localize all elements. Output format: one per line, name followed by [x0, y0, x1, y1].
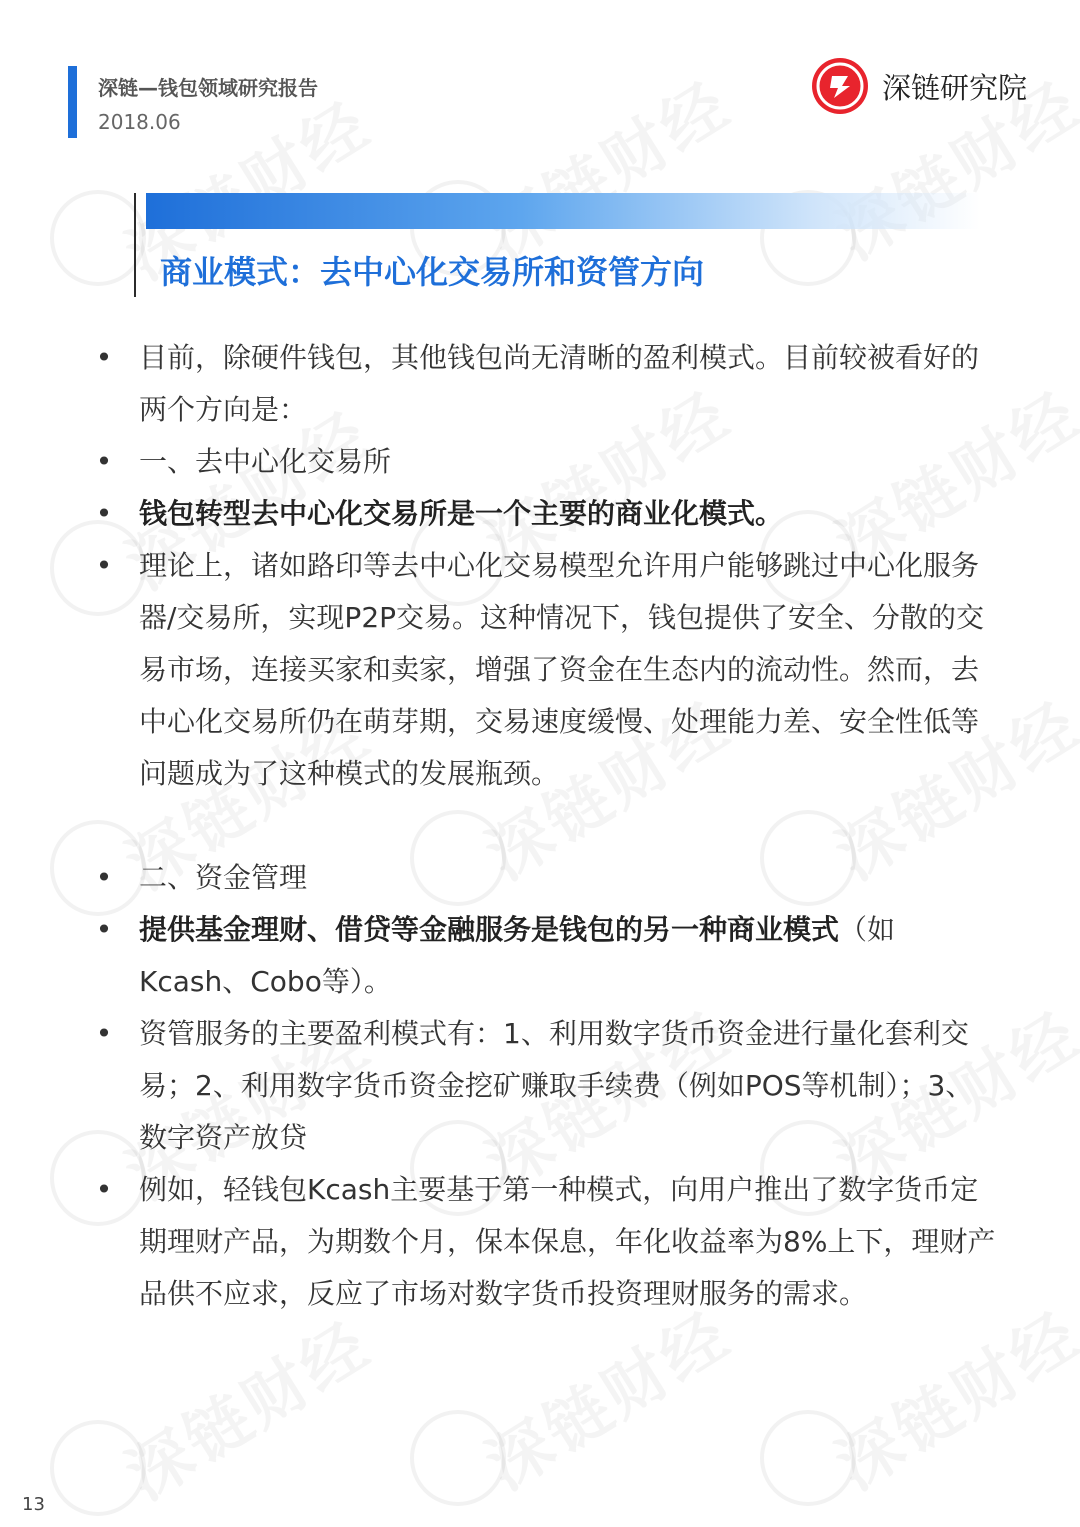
paragraph-text: 二、资金管理 [139, 861, 308, 894]
section-title: 商业模式：去中心化交易所和资管方向 [160, 253, 705, 291]
paragraph-text: 一、去中心化交易所 [139, 445, 392, 478]
spacer [94, 800, 999, 852]
paragraph [94, 488, 999, 540]
brand-name: 深链研究院 [882, 70, 1028, 105]
watermark-logo [50, 190, 146, 286]
paragraph-text: 资管服务的主要盈利模式有：1、利用数字货币资金进行量化套利交易；2、利用数字货币资金挖矿赚取手续费（例如POS等机制）；3、数字资产放贷 [139, 1017, 974, 1154]
bullet: • [95, 497, 113, 530]
paragraph-text: （如Kcash、Cobo等）。 [139, 913, 896, 998]
paragraph-text: 理论上，诸如路印等去中心化交易模型允许用户能够跳过中心化服务器/交易所，实现P2P交易。这种情况下，钱包提供了安全、分散的交易市场，连接买家和卖家，增强了资金在生态内的流动性。然而，去中心化交易所仍在萌芽期，交易速度缓慢、处理能力差、安全性低等问题成为了这种模式的发展瓶颈。 [139, 549, 985, 790]
bullet: • [95, 861, 113, 894]
paragraph [94, 904, 999, 1008]
bullet: • [95, 549, 113, 582]
bullet: • [95, 913, 113, 946]
brand [812, 56, 1042, 116]
section-heading [134, 193, 980, 297]
section-gradient-bar [146, 193, 980, 229]
brand-logo-icon [812, 58, 868, 114]
paragraph-text: 例如，轻钱包Kcash主要基于第一种模式，向用户推出了数字货币定期理财产品，为期数个月，保本保息，年化收益率为8%上下，理财产品供不应求，反应了市场对数字货币投资理财服务的需求。 [139, 1173, 996, 1310]
report-title: 深链—钱包领域研究报告 [98, 76, 318, 100]
content-body [94, 332, 999, 1320]
report-date: 2018.06 [98, 110, 181, 134]
bullet: • [95, 1017, 113, 1050]
watermark-logo [760, 1410, 856, 1506]
bullet: • [95, 1173, 113, 1206]
paragraph [94, 1164, 999, 1320]
paragraph [94, 436, 999, 488]
paragraph-strong-text: 提供基金理财、借贷等金融服务是钱包的另一种商业模式 [139, 913, 840, 946]
header-accent-bar [68, 66, 77, 138]
paragraph [94, 540, 999, 800]
bullet: • [95, 445, 113, 478]
watermark-text [106, 1295, 385, 1517]
paragraph [94, 332, 999, 436]
page-number: 13 [22, 1494, 45, 1515]
bullet: • [95, 341, 113, 374]
paragraph [94, 852, 999, 904]
paragraph-text: 目前，除硬件钱包，其他钱包尚无清晰的盈利模式。目前较被看好的两个方向是： [139, 341, 980, 426]
watermark-logo [50, 1420, 146, 1516]
watermark-logo [410, 1410, 506, 1506]
paragraph-strong-text: 钱包转型去中心化交易所是一个主要的商业化模式。 [139, 497, 784, 530]
section-vertical-line [134, 193, 136, 297]
paragraph [94, 1008, 999, 1164]
